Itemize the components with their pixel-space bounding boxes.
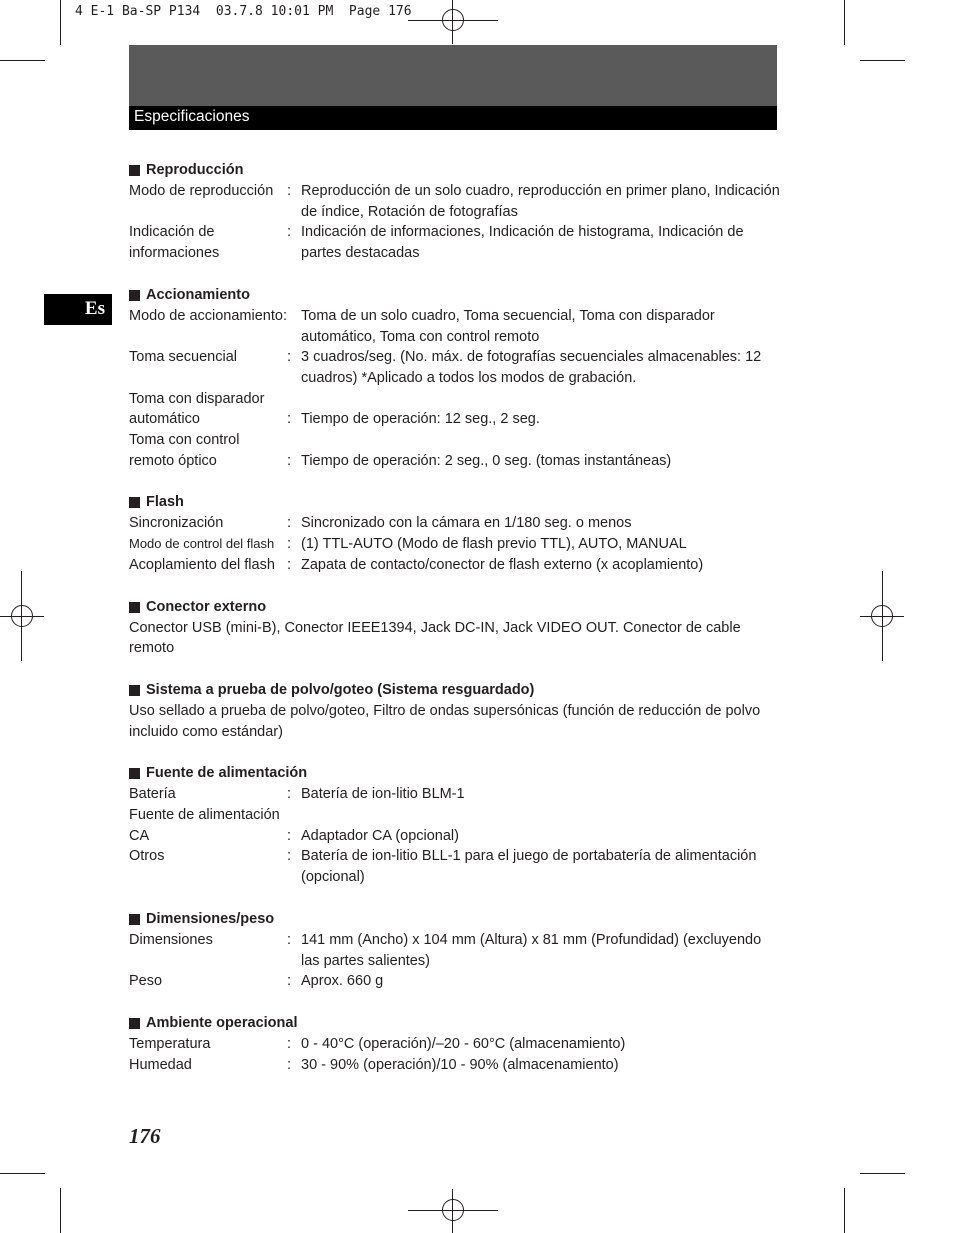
crop-mark	[60, 1188, 61, 1233]
spec-colon: :	[287, 556, 292, 573]
spec-row	[129, 805, 789, 846]
spec-label-line: Temperatura	[129, 1035, 211, 1052]
spec-row	[129, 430, 789, 471]
section-heading	[129, 160, 789, 181]
section-title: Conector externo	[146, 598, 267, 615]
registration-circle	[11, 605, 33, 627]
spec-value: Tiempo de operación: 12 seg., 2 seg.	[301, 411, 540, 428]
spec-row	[129, 1034, 789, 1055]
spec-colon: :	[287, 827, 292, 844]
spec-content	[129, 160, 789, 1096]
section-title: Reproducción	[146, 162, 244, 178]
spec-label-line: Batería	[129, 786, 176, 803]
section-heading	[129, 909, 789, 930]
crop-mark	[844, 1188, 845, 1233]
registration-circle	[871, 605, 893, 627]
section-heading	[129, 492, 789, 513]
spec-row	[129, 534, 789, 555]
square-bullet-icon	[129, 685, 140, 696]
language-tab-label: Es	[84, 298, 105, 319]
crop-mark	[60, 0, 61, 45]
spec-label-line: Modo de reproducción	[129, 183, 274, 199]
spec-label	[129, 347, 287, 388]
section-heading	[129, 763, 789, 784]
spec-label	[129, 555, 287, 576]
spec-colon: :	[287, 224, 292, 241]
registration-circle	[442, 1199, 464, 1221]
spec-label-line: Toma secuencial	[129, 349, 237, 366]
spec-section	[129, 680, 789, 742]
square-bullet-icon	[129, 290, 140, 301]
square-bullet-icon	[129, 165, 140, 176]
spec-row	[129, 181, 789, 222]
section-title: Flash	[146, 494, 184, 511]
spec-row	[129, 971, 789, 992]
spec-label	[129, 389, 287, 430]
spec-colon: :	[287, 848, 292, 865]
spec-colon: :	[287, 973, 292, 990]
spec-colon: :	[287, 1056, 292, 1073]
spec-label	[129, 222, 287, 263]
language-tab	[44, 294, 112, 325]
spec-label	[129, 930, 287, 971]
spec-value: 3 cuadros/seg. (No. máx. de fotografías secuenciales almacenables: 12 cuadros) *Aplicado a todos los modos de grabación.	[301, 349, 762, 386]
square-bullet-icon	[129, 768, 140, 779]
spec-value: Aprox. 660 g	[301, 973, 384, 990]
spec-label-line: Modo de accionamiento:	[129, 307, 287, 324]
section-heading	[129, 285, 789, 306]
spec-value: 30 - 90% (operación)/10 - 90% (almacenamiento)	[301, 1056, 619, 1073]
spec-row	[129, 784, 789, 805]
spec-value: 141 mm (Ancho) x 104 mm (Altura) x 81 mm (Profundidad) (excluyendo las partes salientes)	[301, 931, 762, 969]
spec-label-line: Toma con control	[129, 432, 240, 449]
crop-mark	[860, 1173, 905, 1174]
spec-colon: :	[287, 183, 292, 199]
spec-value: Reproducción de un solo cuadro, reproducción en primer plano, Indicación de índice, Rotación de fotografías	[301, 183, 780, 220]
spec-row	[129, 513, 789, 534]
square-bullet-icon	[129, 497, 140, 508]
square-bullet-icon	[129, 602, 140, 613]
spec-section	[129, 160, 789, 264]
spec-colon: :	[287, 452, 292, 469]
spec-value: Batería de ion-litio BLM-1	[301, 786, 465, 803]
spec-colon: :	[287, 536, 292, 553]
spec-label-line: Fuente de alimentación	[129, 807, 280, 824]
spec-label-line: Humedad	[129, 1056, 192, 1073]
spec-label-line: Peso	[129, 973, 163, 990]
section-text: Uso sellado a prueba de polvo/goteo, Filtro de ondas supersónicas (función de reducción de polvo incluido como estándar)	[129, 702, 761, 740]
spec-colon: :	[287, 515, 292, 532]
crop-mark	[0, 60, 45, 61]
header-band	[129, 45, 777, 106]
print-header: 4 E-1 Ba-SP P134 03.7.8 10:01 PM Page 176	[75, 4, 412, 19]
page-number: 176	[129, 1124, 161, 1148]
section-heading	[129, 680, 789, 701]
spec-label	[129, 805, 287, 846]
spec-label-line: automático	[129, 411, 200, 428]
square-bullet-icon	[129, 914, 140, 925]
spec-row	[129, 306, 789, 347]
spec-label-line: Sincronización	[129, 515, 224, 532]
spec-row	[129, 389, 789, 430]
header-bar	[129, 106, 777, 130]
spec-value: Adaptador CA (opcional)	[301, 827, 459, 844]
spec-row	[129, 555, 789, 576]
page-title: Especificaciones	[134, 108, 250, 125]
spec-section	[129, 1013, 789, 1075]
spec-value: 0 - 40°C (operación)/–20 - 60°C (almacenamiento)	[301, 1035, 626, 1052]
spec-label-line: Indicación de	[129, 224, 215, 241]
spec-label-line: Dimensiones	[129, 931, 213, 948]
spec-label-line: informaciones	[129, 245, 220, 262]
spec-row	[129, 347, 789, 388]
spec-section	[129, 597, 789, 659]
spec-label	[129, 846, 287, 887]
spec-label-line: Modo de control del flash	[129, 536, 275, 552]
spec-colon: :	[287, 931, 292, 948]
spec-colon: :	[287, 349, 292, 366]
section-title: Sistema a prueba de polvo/goteo (Sistema resguardado)	[146, 681, 535, 698]
spec-colon: :	[287, 786, 292, 803]
crop-mark	[860, 60, 905, 61]
spec-label-line: Acoplamiento del flash	[129, 556, 275, 573]
section-title: Dimensiones/peso	[146, 910, 275, 927]
spec-label-line: CA	[129, 827, 150, 844]
spec-label	[129, 1034, 287, 1055]
spec-section	[129, 492, 789, 575]
spec-row	[129, 930, 789, 971]
spec-value: Tiempo de operación: 2 seg., 0 seg. (tomas instantáneas)	[301, 452, 672, 469]
spec-value: Batería de ion-litio BLL-1 para el juego de portabatería de alimentación (opcional)	[301, 848, 757, 886]
section-heading	[129, 597, 789, 618]
spec-label-line: Otros	[129, 848, 165, 865]
section-title: Ambiente operacional	[146, 1014, 298, 1031]
crop-mark	[0, 1173, 45, 1174]
spec-section	[129, 909, 789, 992]
spec-section	[129, 763, 789, 888]
spec-colon: :	[287, 411, 292, 428]
spec-value: Zapata de contacto/conector de flash externo (x acoplamiento)	[301, 556, 704, 573]
spec-label	[129, 430, 287, 471]
registration-circle	[442, 9, 464, 31]
section-title: Fuente de alimentación	[146, 765, 308, 782]
spec-value: Indicación de informaciones, Indicación de histograma, Indicación de partes destacadas	[301, 224, 744, 262]
spec-label	[129, 1055, 287, 1076]
spec-value: Sincronizado con la cámara en 1/180 seg. o menos	[301, 515, 632, 532]
spec-row	[129, 222, 789, 263]
spec-section	[129, 285, 789, 472]
spec-row	[129, 846, 789, 887]
spec-label-line: Toma con disparador	[129, 390, 265, 407]
section-title: Accionamiento	[146, 286, 250, 303]
spec-label	[129, 306, 287, 347]
spec-label	[129, 784, 287, 805]
spec-row	[129, 1055, 789, 1076]
spec-label	[129, 534, 287, 555]
section-heading	[129, 1013, 789, 1034]
spec-label	[129, 181, 287, 222]
spec-label	[129, 513, 287, 534]
spec-colon: :	[287, 1035, 292, 1052]
spec-label	[129, 971, 287, 992]
section-text: Conector USB (mini-B), Conector IEEE1394, Jack DC-IN, Jack VIDEO OUT. Conector de cable remoto	[129, 619, 741, 657]
spec-value: (1) TTL-AUTO (Modo de flash previo TTL), AUTO, MANUAL	[301, 536, 687, 553]
crop-mark	[844, 0, 845, 45]
spec-label-line: remoto óptico	[129, 452, 217, 469]
spec-value: Toma de un solo cuadro, Toma secuencial, Toma con disparador automático, Toma con control remoto	[301, 307, 715, 345]
square-bullet-icon	[129, 1018, 140, 1029]
spec-colon	[287, 306, 301, 347]
